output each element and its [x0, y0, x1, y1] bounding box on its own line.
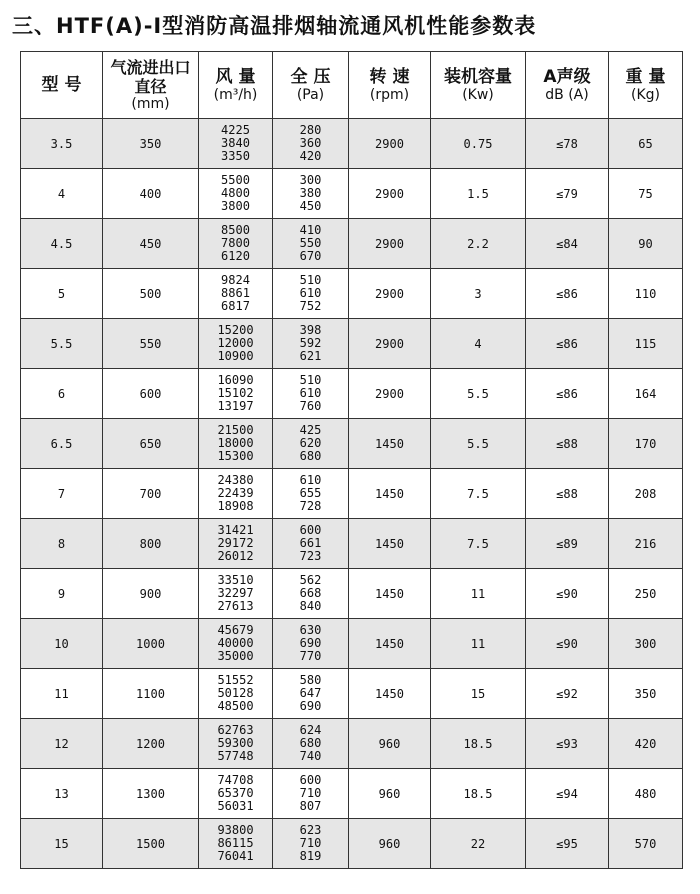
- cell-weight: 208: [609, 469, 683, 519]
- cell-model: 7: [21, 469, 103, 519]
- cell-diameter: 900: [103, 569, 199, 619]
- cell-noise: ≤93: [526, 719, 609, 769]
- cell-model: 5.5: [21, 319, 103, 369]
- cell-weight: 570: [609, 819, 683, 869]
- cell-airflow-value: 15102: [217, 386, 254, 400]
- cell-model: 8: [21, 519, 103, 569]
- cell-diameter: 1000: [103, 619, 199, 669]
- cell-airflow-value: 24380: [217, 473, 254, 487]
- cell-noise: ≤95: [526, 819, 609, 869]
- cell-diameter: 450: [103, 219, 199, 269]
- cell-airflow-value: 27613: [217, 599, 254, 613]
- cell-pressure-value: 450: [299, 199, 322, 213]
- cell-airflow: [199, 669, 273, 719]
- header-weight: 重 量 (Kg): [609, 52, 683, 119]
- table-row: [21, 719, 683, 769]
- cell-airflow-value: 93800: [217, 823, 254, 837]
- cell-weight: 110: [609, 269, 683, 319]
- cell-pressure-value: 819: [299, 849, 322, 863]
- cell-pressure: [273, 269, 349, 319]
- cell-pressure-value: 807: [299, 799, 322, 813]
- cell-noise: ≤86: [526, 269, 609, 319]
- cell-speed: 2900: [349, 319, 431, 369]
- cell-model: 15: [21, 819, 103, 869]
- header-pressure: 全 压 (Pa): [273, 52, 349, 119]
- cell-pressure: [273, 619, 349, 669]
- cell-pressure-value: 620: [299, 436, 322, 450]
- cell-airflow: [199, 269, 273, 319]
- cell-pressure-value: 690: [299, 699, 322, 713]
- cell-power: 2.2: [431, 219, 526, 269]
- cell-airflow-value: 86115: [217, 836, 254, 850]
- cell-airflow-value: 21500: [217, 423, 254, 437]
- cell-noise: ≤88: [526, 469, 609, 519]
- cell-airflow-value: 13197: [217, 399, 254, 413]
- cell-power: 5.5: [431, 369, 526, 419]
- table-row: [21, 269, 683, 319]
- cell-speed: 2900: [349, 369, 431, 419]
- cell-airflow-value: 76041: [217, 849, 254, 863]
- cell-diameter: 1500: [103, 819, 199, 869]
- cell-model: 13: [21, 769, 103, 819]
- cell-weight: 250: [609, 569, 683, 619]
- cell-pressure-value: 600: [299, 523, 322, 537]
- cell-model: 4.5: [21, 219, 103, 269]
- cell-pressure: [273, 119, 349, 169]
- cell-airflow-value: 35000: [217, 649, 254, 663]
- cell-airflow-value: 18000: [217, 436, 254, 450]
- cell-power: 3: [431, 269, 526, 319]
- performance-table: [20, 51, 683, 869]
- cell-weight: 350: [609, 669, 683, 719]
- cell-pressure-value: 610: [299, 473, 322, 487]
- cell-airflow-value: 18908: [217, 499, 254, 513]
- cell-power: 22: [431, 819, 526, 869]
- cell-pressure-value: 621: [299, 349, 322, 363]
- cell-diameter: 800: [103, 519, 199, 569]
- cell-power: 11: [431, 569, 526, 619]
- cell-airflow-value: 6817: [221, 299, 250, 313]
- cell-power: 7.5: [431, 469, 526, 519]
- cell-pressure-value: 280: [299, 123, 322, 137]
- cell-pressure: [273, 469, 349, 519]
- header-airflow: 风 量 (m³/h): [199, 52, 273, 119]
- table-row: [21, 469, 683, 519]
- cell-airflow: [199, 469, 273, 519]
- cell-power: 18.5: [431, 769, 526, 819]
- cell-airflow-value: 65370: [217, 786, 254, 800]
- cell-weight: 164: [609, 369, 683, 419]
- cell-pressure-value: 610: [299, 386, 322, 400]
- cell-speed: 1450: [349, 469, 431, 519]
- cell-airflow-value: 10900: [217, 349, 254, 363]
- cell-pressure-value: 410: [299, 223, 322, 237]
- cell-airflow-value: 62763: [217, 723, 254, 737]
- cell-noise: ≤88: [526, 419, 609, 469]
- cell-pressure-value: 760: [299, 399, 322, 413]
- cell-pressure-value: 550: [299, 236, 322, 250]
- cell-pressure-value: 752: [299, 299, 322, 313]
- cell-weight: 420: [609, 719, 683, 769]
- cell-airflow: [199, 569, 273, 619]
- cell-airflow-value: 26012: [217, 549, 254, 563]
- cell-airflow-value: 74708: [217, 773, 254, 787]
- cell-airflow-value: 6120: [221, 249, 250, 263]
- cell-diameter: 1100: [103, 669, 199, 719]
- cell-airflow-value: 8500: [221, 223, 250, 237]
- table-row: [21, 669, 683, 719]
- cell-pressure-value: 840: [299, 599, 322, 613]
- cell-pressure-value: 710: [299, 836, 322, 850]
- cell-speed: 1450: [349, 669, 431, 719]
- cell-model: 5: [21, 269, 103, 319]
- cell-airflow-value: 3350: [221, 149, 250, 163]
- cell-airflow-value: 48500: [217, 699, 254, 713]
- cell-airflow-value: 40000: [217, 636, 254, 650]
- cell-noise: ≤84: [526, 219, 609, 269]
- cell-pressure: [273, 369, 349, 419]
- cell-pressure: [273, 319, 349, 369]
- cell-airflow-value: 12000: [217, 336, 254, 350]
- cell-power: 0.75: [431, 119, 526, 169]
- cell-weight: 90: [609, 219, 683, 269]
- cell-pressure-value: 600: [299, 773, 322, 787]
- cell-pressure-value: 680: [299, 449, 322, 463]
- table-body: [21, 119, 683, 869]
- cell-speed: 1450: [349, 569, 431, 619]
- cell-airflow-value: 9824: [221, 273, 250, 287]
- cell-model: 11: [21, 669, 103, 719]
- cell-diameter: 1200: [103, 719, 199, 769]
- cell-speed: 2900: [349, 219, 431, 269]
- cell-pressure: [273, 819, 349, 869]
- cell-airflow-value: 3840: [221, 136, 250, 150]
- cell-airflow-value: 8861: [221, 286, 250, 300]
- cell-airflow-value: 7800: [221, 236, 250, 250]
- cell-diameter: 600: [103, 369, 199, 419]
- cell-speed: 960: [349, 719, 431, 769]
- cell-weight: 115: [609, 319, 683, 369]
- cell-model: 12: [21, 719, 103, 769]
- cell-airflow: [199, 519, 273, 569]
- cell-pressure-value: 690: [299, 636, 322, 650]
- cell-airflow-value: 33510: [217, 573, 254, 587]
- cell-pressure-value: 655: [299, 486, 322, 500]
- cell-model: 3.5: [21, 119, 103, 169]
- cell-airflow: [199, 819, 273, 869]
- cell-power: 15: [431, 669, 526, 719]
- cell-power: 1.5: [431, 169, 526, 219]
- cell-airflow-value: 3800: [221, 199, 250, 213]
- cell-pressure-value: 425: [299, 423, 322, 437]
- cell-pressure-value: 680: [299, 736, 322, 750]
- cell-airflow: [199, 419, 273, 469]
- header-noise: A声级 dB (A): [526, 52, 609, 119]
- cell-pressure-value: 398: [299, 323, 322, 337]
- cell-noise: ≤86: [526, 319, 609, 369]
- cell-airflow-value: 29172: [217, 536, 254, 550]
- cell-noise: ≤92: [526, 669, 609, 719]
- cell-weight: 300: [609, 619, 683, 669]
- cell-pressure-value: 623: [299, 823, 322, 837]
- cell-pressure-value: 728: [299, 499, 322, 513]
- cell-airflow-value: 45679: [217, 623, 254, 637]
- cell-weight: 170: [609, 419, 683, 469]
- cell-airflow: [199, 119, 273, 169]
- table-row: [21, 169, 683, 219]
- cell-airflow-value: 50128: [217, 686, 254, 700]
- cell-airflow: [199, 769, 273, 819]
- cell-diameter: 1300: [103, 769, 199, 819]
- table-row: [21, 769, 683, 819]
- table-row: [21, 119, 683, 169]
- cell-noise: ≤90: [526, 619, 609, 669]
- cell-pressure-value: 647: [299, 686, 322, 700]
- table-row: [21, 519, 683, 569]
- cell-noise: ≤90: [526, 569, 609, 619]
- table-row: [21, 369, 683, 419]
- cell-speed: 1450: [349, 519, 431, 569]
- cell-weight: 75: [609, 169, 683, 219]
- cell-pressure-value: 610: [299, 286, 322, 300]
- cell-pressure-value: 510: [299, 273, 322, 287]
- cell-airflow-value: 5500: [221, 173, 250, 187]
- table-row: [21, 419, 683, 469]
- header-speed: 转 速 (rpm): [349, 52, 431, 119]
- cell-airflow-value: 16090: [217, 373, 254, 387]
- table-row: [21, 619, 683, 669]
- header-row: [21, 52, 683, 119]
- cell-pressure-value: 723: [299, 549, 322, 563]
- cell-power: 18.5: [431, 719, 526, 769]
- cell-airflow: [199, 619, 273, 669]
- cell-pressure-value: 300: [299, 173, 322, 187]
- cell-airflow-value: 31421: [217, 523, 254, 537]
- cell-pressure-value: 360: [299, 136, 322, 150]
- cell-speed: 960: [349, 769, 431, 819]
- cell-airflow: [199, 169, 273, 219]
- cell-noise: ≤94: [526, 769, 609, 819]
- cell-pressure-value: 580: [299, 673, 322, 687]
- cell-speed: 1450: [349, 619, 431, 669]
- cell-airflow-value: 56031: [217, 799, 254, 813]
- cell-pressure: [273, 519, 349, 569]
- cell-pressure-value: 510: [299, 373, 322, 387]
- cell-pressure-value: 670: [299, 249, 322, 263]
- cell-diameter: 650: [103, 419, 199, 469]
- cell-pressure: [273, 669, 349, 719]
- cell-speed: 2900: [349, 119, 431, 169]
- cell-pressure-value: 624: [299, 723, 322, 737]
- header-power: 装机容量 (Kw): [431, 52, 526, 119]
- cell-noise: ≤79: [526, 169, 609, 219]
- cell-noise: ≤86: [526, 369, 609, 419]
- cell-speed: 960: [349, 819, 431, 869]
- cell-weight: 216: [609, 519, 683, 569]
- cell-pressure: [273, 219, 349, 269]
- cell-pressure: [273, 569, 349, 619]
- cell-airflow-value: 15300: [217, 449, 254, 463]
- cell-pressure-value: 420: [299, 149, 322, 163]
- page-title: 三、HTF(A)-Ⅰ型消防高温排烟轴流通风机性能参数表: [12, 14, 537, 38]
- cell-model: 4: [21, 169, 103, 219]
- table-row: [21, 219, 683, 269]
- header-diameter: 气流进出口直径 (mm): [103, 52, 199, 119]
- cell-diameter: 500: [103, 269, 199, 319]
- cell-airflow-value: 57748: [217, 749, 254, 763]
- cell-airflow: [199, 219, 273, 269]
- cell-weight: 480: [609, 769, 683, 819]
- cell-pressure: [273, 769, 349, 819]
- cell-airflow-value: 59300: [217, 736, 254, 750]
- cell-airflow: [199, 369, 273, 419]
- table-row: [21, 569, 683, 619]
- cell-pressure-value: 770: [299, 649, 322, 663]
- cell-power: 11: [431, 619, 526, 669]
- cell-weight: 65: [609, 119, 683, 169]
- table-row: [21, 819, 683, 869]
- cell-diameter: 350: [103, 119, 199, 169]
- cell-pressure: [273, 719, 349, 769]
- cell-pressure-value: 562: [299, 573, 322, 587]
- cell-pressure-value: 630: [299, 623, 322, 637]
- cell-pressure-value: 380: [299, 186, 322, 200]
- cell-airflow-value: 51552: [217, 673, 254, 687]
- cell-airflow-value: 32297: [217, 586, 254, 600]
- cell-pressure: [273, 419, 349, 469]
- cell-speed: 2900: [349, 269, 431, 319]
- cell-pressure: [273, 169, 349, 219]
- cell-model: 10: [21, 619, 103, 669]
- cell-speed: 1450: [349, 419, 431, 469]
- cell-diameter: 400: [103, 169, 199, 219]
- cell-pressure-value: 668: [299, 586, 322, 600]
- cell-airflow: [199, 719, 273, 769]
- cell-power: 7.5: [431, 519, 526, 569]
- table-row: [21, 319, 683, 369]
- cell-airflow: [199, 319, 273, 369]
- cell-pressure-value: 661: [299, 536, 322, 550]
- cell-airflow-value: 4800: [221, 186, 250, 200]
- cell-noise: ≤78: [526, 119, 609, 169]
- cell-pressure-value: 710: [299, 786, 322, 800]
- cell-diameter: 550: [103, 319, 199, 369]
- header-model: 型 号: [21, 52, 103, 119]
- cell-airflow-value: 15200: [217, 323, 254, 337]
- cell-model: 9: [21, 569, 103, 619]
- cell-pressure-value: 740: [299, 749, 322, 763]
- cell-airflow-value: 22439: [217, 486, 254, 500]
- cell-model: 6: [21, 369, 103, 419]
- cell-pressure-value: 592: [299, 336, 322, 350]
- cell-power: 4: [431, 319, 526, 369]
- cell-diameter: 700: [103, 469, 199, 519]
- cell-speed: 2900: [349, 169, 431, 219]
- cell-noise: ≤89: [526, 519, 609, 569]
- cell-model: 6.5: [21, 419, 103, 469]
- cell-airflow-value: 4225: [221, 123, 250, 137]
- cell-power: 5.5: [431, 419, 526, 469]
